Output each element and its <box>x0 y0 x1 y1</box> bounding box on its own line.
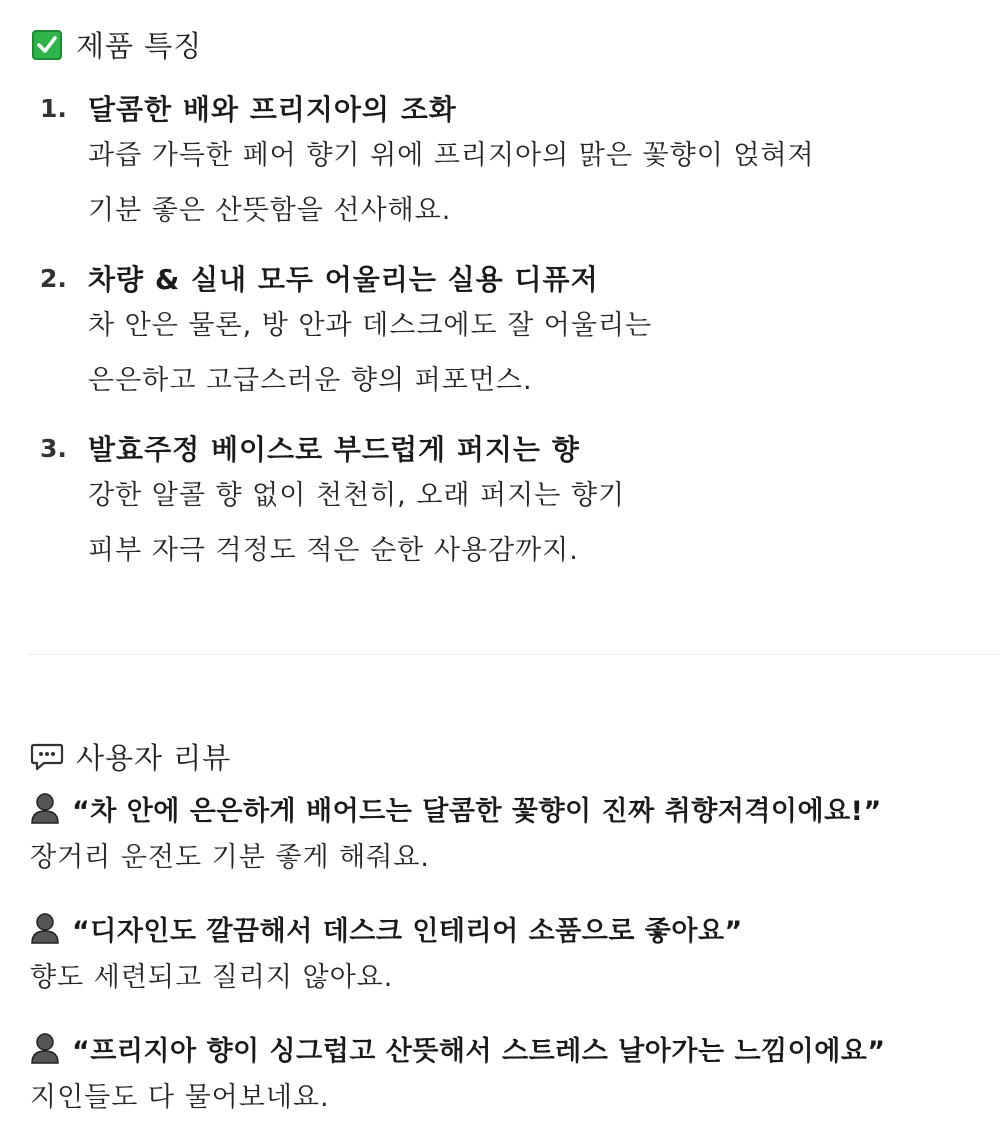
review-comment: 지인들도 다 물어보네요. <box>30 1082 330 1113</box>
feature-number: 3. <box>40 433 67 463</box>
feature-item-2 <box>40 258 980 408</box>
feature-title: 달콤한 배와 프리지아의 조화 <box>88 93 457 126</box>
feature-description <box>88 468 980 578</box>
speech-bubble-icon <box>30 742 64 772</box>
features-heading <box>32 24 202 65</box>
check-mark-icon <box>32 30 62 60</box>
review-item-3 <box>30 1028 990 1118</box>
review-quote: “차 안에 은은하게 배어드는 달콤한 꽃향이 진짜 취향저격이에요!” <box>72 795 882 827</box>
feature-description-line: 차 안은 물론, 방 안과 데스크에도 잘 어울리는 <box>88 310 653 341</box>
feature-title: 차량 & 실내 모두 어울리는 실용 디퓨저 <box>88 263 599 296</box>
feature-number: 2. <box>40 263 67 293</box>
review-quote: “디자인도 깔끔해서 데스크 인테리어 소품으로 좋아요” <box>72 915 743 947</box>
features-heading-label: 제품 특징 <box>76 29 203 63</box>
reviews-heading-label: 사용자 리뷰 <box>76 741 232 775</box>
feature-description-line: 과즙 가득한 페어 향기 위에 프리지아의 맑은 꽃향이 얹혀져 <box>88 140 815 171</box>
feature-description <box>88 128 980 238</box>
feature-description-line: 피부 자극 걱정도 적은 순한 사용감까지. <box>88 535 579 566</box>
person-silhouette-icon <box>30 792 60 824</box>
feature-description-line: 은은하고 고급스러운 향의 퍼포먼스. <box>88 365 533 396</box>
feature-description-line: 강한 알콜 향 없이 천천히, 오래 퍼지는 향기 <box>88 480 626 511</box>
feature-item-1 <box>40 88 980 238</box>
review-comment: 장거리 운전도 기분 좋게 해줘요. <box>30 842 430 873</box>
review-comment: 향도 세련되고 질리지 않아요. <box>30 962 394 993</box>
feature-description-line: 기분 좋은 산뜻함을 선사해요. <box>88 195 452 226</box>
review-item-1 <box>30 788 990 878</box>
review-item-2 <box>30 908 990 998</box>
section-divider <box>28 654 1000 655</box>
feature-description <box>88 298 980 408</box>
feature-title: 발효주정 베이스로 부드럽게 퍼지는 향 <box>88 433 580 466</box>
reviews-heading <box>30 736 231 777</box>
person-silhouette-icon <box>30 1032 60 1064</box>
person-silhouette-icon <box>30 912 60 944</box>
review-quote: “프리지아 향이 싱그럽고 산뜻해서 스트레스 날아가는 느낌이에요” <box>72 1035 886 1067</box>
feature-item-3 <box>40 428 980 578</box>
feature-number: 1. <box>40 93 67 123</box>
